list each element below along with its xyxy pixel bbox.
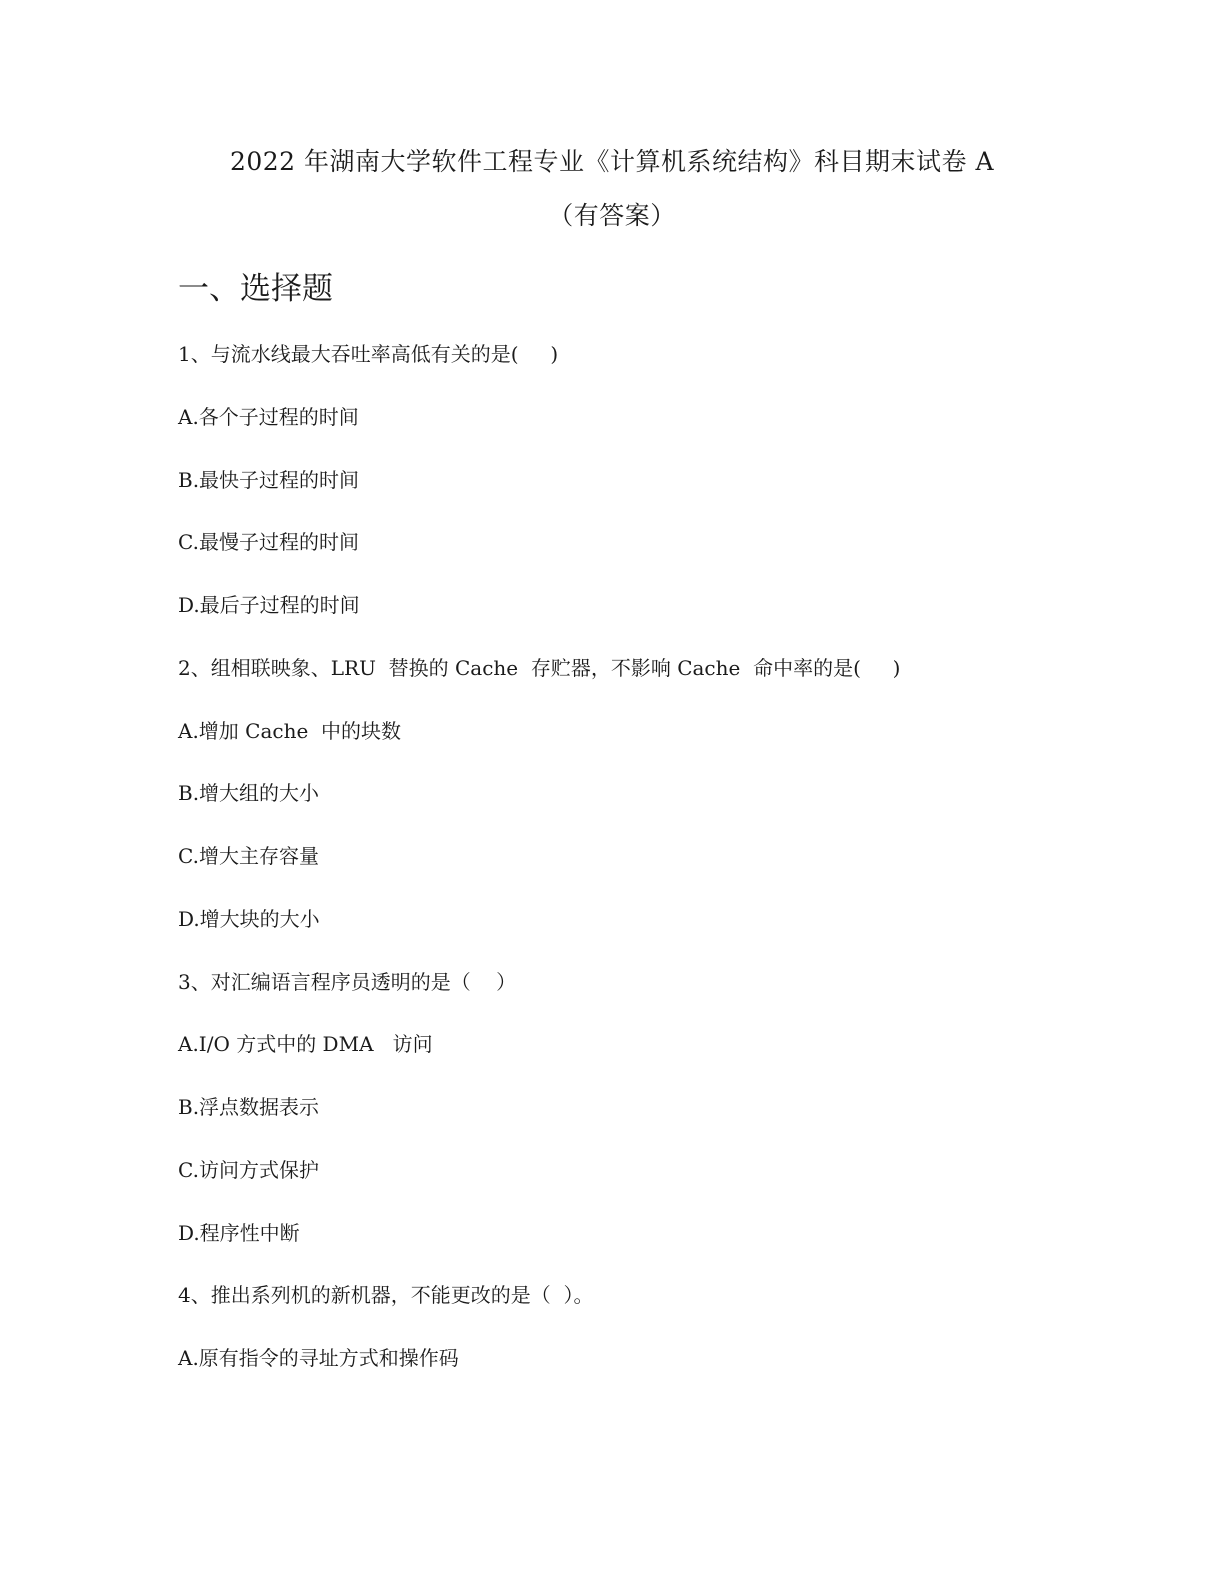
question-1-option-d: D.最后子过程的时间 [178, 593, 360, 617]
section-heading: 一、选择题 [178, 271, 333, 307]
document-title-line-1: 2022 年湖南大学软件工程专业《计算机系统结构》科目期末试卷 A [229, 147, 995, 176]
question-1-stem: 1、与流水线最大吞吐率高低有关的是( ) [178, 342, 559, 366]
question-4-option-a: A.原有指令的寻址方式和操作码 [178, 1346, 459, 1370]
question-3-option-c: C.访问方式保护 [178, 1158, 319, 1182]
question-3-option-a: A.I/O 方式中的 DMA 访问 [178, 1032, 433, 1056]
question-3-option-b: B.浮点数据表示 [178, 1095, 320, 1119]
question-4-stem: 4、推出系列机的新机器，不能更改的是（ ）。 [178, 1283, 594, 1307]
question-2-option-c: C.增大主存容量 [178, 844, 319, 868]
question-2-stem: 2、组相联映象、LRU 替换的 Cache 存贮器，不影响 Cache 命中率的是( ) [178, 656, 901, 680]
question-3-option-d: D.程序性中断 [178, 1221, 300, 1245]
question-2-option-a: A.增加 Cache 中的块数 [178, 719, 402, 743]
document-title-line-2: （有答案） [548, 201, 676, 230]
question-2-option-d: D.增大块的大小 [178, 907, 320, 931]
question-1-option-a: A.各个子过程的时间 [178, 405, 359, 429]
question-2-option-b: B.增大组的大小 [178, 781, 320, 805]
question-1-option-c: C.最慢子过程的时间 [178, 530, 359, 554]
question-3-stem: 3、对汇编语言程序员透明的是（ ） [178, 970, 517, 994]
question-1-option-b: B.最快子过程的时间 [178, 468, 360, 492]
